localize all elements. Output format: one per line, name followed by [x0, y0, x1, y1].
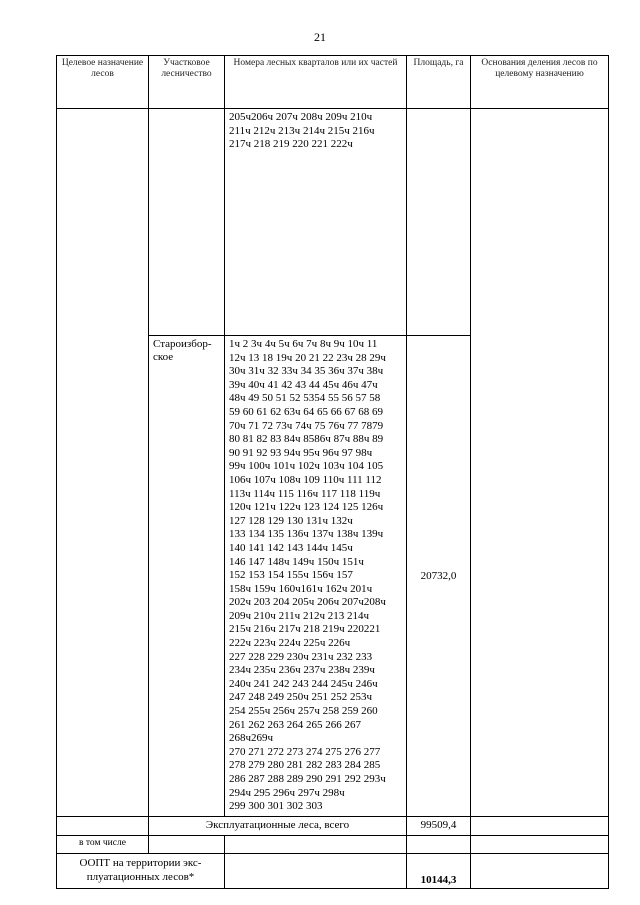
quarter-line: 152 153 154 155ч 156ч 157 — [229, 569, 353, 582]
header-forestry: Участковое лесничество — [149, 56, 225, 109]
quarter-line: 247 248 249 250ч 251 252 253ч — [229, 691, 373, 704]
quarter-line: 294ч 295 296ч 297ч 298ч — [229, 786, 345, 799]
quarter-line: 299 300 301 302 303 — [229, 800, 323, 813]
area-cell-prev — [407, 109, 471, 336]
quarter-line: 70ч 71 72 73ч 74ч 75 76ч 77 7879 — [229, 419, 384, 432]
continuation-quarters: 205ч206ч 207ч 208ч 209ч 210ч 211ч 212ч 213ч 214ч 215ч 216ч 217ч 218 219 220 221 222ч — [225, 109, 407, 336]
quarter-line: 286 287 288 289 290 291 292 293ч — [229, 773, 386, 785]
quarter-line: 261 262 263 264 265 266 267 — [229, 718, 361, 731]
forestry-staroizborskoe: Староизбор- ское — [149, 336, 225, 817]
quarter-line: 240ч 241 242 243 244 245ч 246ч — [229, 677, 378, 690]
quarter-line: 1ч 2 3ч 4ч 5ч 6ч 7ч 8ч 9ч 10ч 11 — [229, 338, 378, 350]
purpose-cell — [57, 109, 149, 817]
quarter-line: 222ч 223ч 224ч 225ч 226ч — [229, 637, 351, 650]
oopt-row — [57, 853, 609, 888]
quarter-line: 133 134 135 136ч 137ч 138ч 139ч — [229, 528, 384, 541]
totals-value: 99509,4 — [407, 816, 471, 835]
header-area: Площадь, га — [407, 56, 471, 109]
forest-purpose-table — [56, 55, 609, 889]
quarter-line: 158ч 159ч 160ч161ч 162ч 201ч — [229, 582, 373, 595]
quarter-line: 80 81 82 83 84ч 8586ч 87ч 88ч 89 — [229, 433, 384, 446]
quarter-line: 127 128 129 130 131ч 132ч — [229, 514, 353, 527]
header-quarters: Номера лесных кварталов или их частей — [225, 56, 407, 109]
quarter-line: 99ч 100ч 101ч 102ч 103ч 104 105 — [229, 460, 384, 473]
header-basis: Основания деления лесов по целевому назначению — [471, 56, 609, 109]
header-row — [57, 56, 609, 109]
header-purpose: Целевое назначение лесов — [57, 56, 149, 109]
oopt-label: ООПТ на территории экс- плуатационных лесов* — [57, 853, 225, 888]
quarter-line: 106ч 107ч 108ч 109 110ч 111 112 — [229, 473, 382, 486]
quarter-line: 254 255ч 256ч 257ч 258 259 260 — [229, 705, 378, 718]
forestry-cell-prev — [149, 109, 225, 336]
totals-label: Эксплуатационные леса, всего — [149, 816, 407, 835]
quarter-line: 270 271 272 273 274 275 276 277 — [229, 745, 381, 758]
quarter-line: 59 60 61 62 63ч 64 65 66 67 68 69 — [229, 405, 384, 418]
quarter-line: 39ч 40ч 41 42 43 44 45ч 46ч 47ч — [229, 378, 378, 391]
quarter-line: 140 141 142 143 144ч 145ч — [229, 541, 353, 554]
page-number: 21 — [314, 30, 326, 44]
quarter-line: 268ч269ч — [229, 732, 274, 745]
oopt-value: 10144,3 — [407, 853, 471, 888]
totals-row — [57, 816, 609, 835]
quarter-line: 30ч 31ч 32 33ч 34 35 36ч 37ч 38ч — [229, 365, 384, 378]
quarter-line: 120ч 121ч 122ч 123 124 125 126ч — [229, 501, 384, 514]
staroizborskoe-quarters — [225, 336, 407, 817]
quarter-line: 215ч 216ч 217ч 218 219ч 220221 — [229, 623, 381, 636]
quarter-line: 209ч 210ч 211ч 212ч 213 214ч — [229, 609, 370, 622]
basis-cell — [471, 109, 609, 817]
continuation-row — [57, 109, 609, 336]
including-row — [57, 835, 609, 853]
quarter-line: 278 279 280 281 282 283 284 285 — [229, 759, 381, 772]
quarter-line: 12ч 13 18 19ч 20 21 22 23ч 28 29ч — [229, 351, 386, 364]
quarter-line: 113ч 114ч 115 116ч 117 118 119ч — [229, 487, 381, 500]
staroizborskoe-area: 20732,0 — [407, 336, 471, 817]
quarter-line: 48ч 49 50 51 52 5354 55 56 57 58 — [229, 392, 381, 405]
quarter-line: 234ч 235ч 236ч 237ч 238ч 239ч — [229, 664, 375, 677]
quarter-line: 90 91 92 93 94ч 95ч 96ч 97 98ч — [229, 446, 373, 459]
quarter-line: 202ч 203 204 205ч 206ч 207ч208ч — [229, 596, 386, 609]
quarter-line: 146 147 148ч 149ч 150ч 151ч — [229, 555, 364, 568]
including-label: в том числе — [57, 835, 149, 853]
quarter-line: 227 228 229 230ч 231ч 232 233 — [229, 650, 373, 663]
